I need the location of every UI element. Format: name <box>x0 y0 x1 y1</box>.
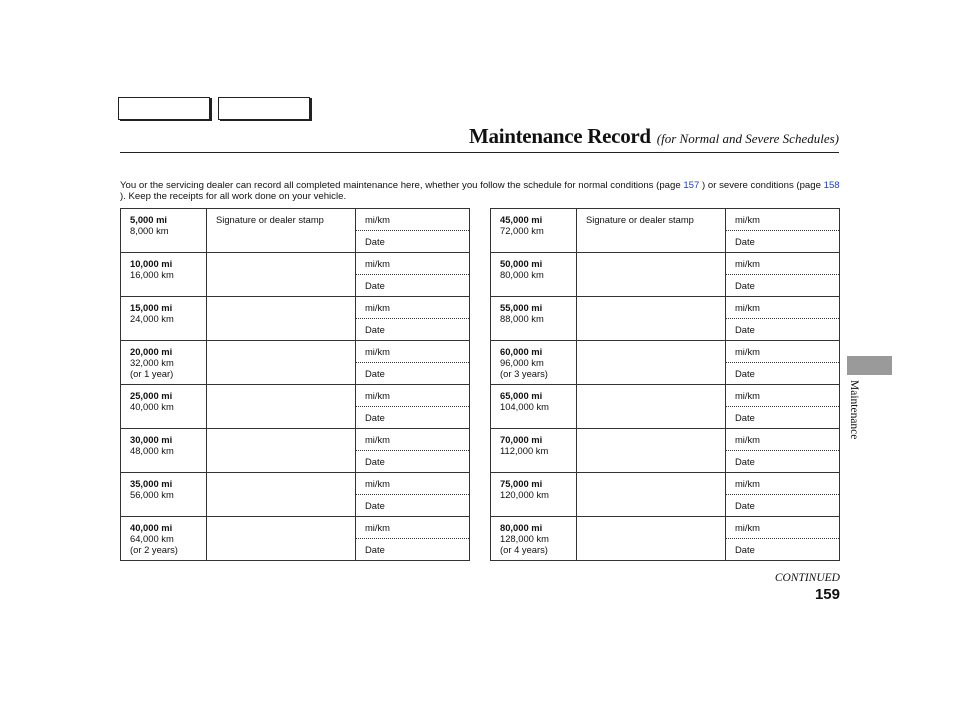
maintenance-table-left <box>120 208 470 561</box>
signature-stamp-cell[interactable] <box>207 209 356 253</box>
date-field[interactable]: Date <box>356 539 470 561</box>
mi-km-field[interactable]: mi/km <box>356 517 470 539</box>
km-value: 32,000 km <box>130 357 174 368</box>
signature-stamp-cell[interactable] <box>207 517 356 561</box>
miles-value: 55,000 mi <box>500 302 543 313</box>
km-value: 72,000 km <box>500 225 544 236</box>
nav-box-next[interactable] <box>218 97 310 120</box>
date-field[interactable]: Date <box>726 275 840 297</box>
km-value: 120,000 km <box>500 489 549 500</box>
table-row <box>121 341 470 363</box>
signature-stamp-cell[interactable] <box>577 253 726 297</box>
signature-stamp-cell[interactable] <box>577 385 726 429</box>
mileage-cell <box>121 253 207 297</box>
miles-value: 5,000 mi <box>130 214 168 225</box>
page-title <box>120 124 839 152</box>
date-field[interactable]: Date <box>726 495 840 517</box>
signature-stamp-cell[interactable] <box>577 429 726 473</box>
signature-stamp-cell[interactable] <box>577 209 726 253</box>
mi-km-field[interactable]: mi/km <box>726 473 840 495</box>
interval-note: (or 2 years) <box>130 544 178 555</box>
signature-stamp-cell[interactable] <box>577 517 726 561</box>
date-field[interactable]: Date <box>726 451 840 473</box>
mileage-cell <box>491 209 577 253</box>
interval-note: (or 1 year) <box>130 368 174 379</box>
miles-value: 35,000 mi <box>130 478 173 489</box>
mi-km-field[interactable]: mi/km <box>726 385 840 407</box>
km-value: 40,000 km <box>130 401 174 412</box>
km-value: 56,000 km <box>130 489 174 500</box>
date-field[interactable]: Date <box>726 539 840 561</box>
date-field[interactable]: Date <box>726 407 840 429</box>
intro-text-2: ) or severe conditions (page <box>699 180 824 191</box>
mileage-cell <box>121 209 207 253</box>
table-row <box>121 429 470 451</box>
mi-km-field[interactable]: mi/km <box>356 341 470 363</box>
mileage-cell <box>491 297 577 341</box>
mileage-cell <box>491 429 577 473</box>
date-field[interactable]: Date <box>356 495 470 517</box>
signature-stamp-cell[interactable] <box>207 341 356 385</box>
table-row <box>491 253 840 275</box>
miles-value: 75,000 mi <box>500 478 543 489</box>
table-row <box>491 341 840 363</box>
km-value: 48,000 km <box>130 445 174 456</box>
mileage-cell <box>121 517 207 561</box>
date-field[interactable]: Date <box>726 363 840 385</box>
mi-km-field[interactable]: mi/km <box>726 517 840 539</box>
title-subtitle: (for Normal and Severe Schedules) <box>656 131 839 146</box>
section-label: Maintenance <box>848 380 860 440</box>
table-row <box>121 473 470 495</box>
miles-value: 25,000 mi <box>130 390 173 401</box>
km-value: 80,000 km <box>500 269 544 280</box>
mileage-cell <box>491 341 577 385</box>
miles-value: 45,000 mi <box>500 214 543 225</box>
date-field[interactable]: Date <box>356 319 470 341</box>
table-row <box>491 429 840 451</box>
mi-km-field[interactable]: mi/km <box>726 341 840 363</box>
table-row <box>121 209 470 231</box>
table-row <box>491 517 840 539</box>
title-rule <box>120 152 839 153</box>
table-row <box>121 253 470 275</box>
miles-value: 30,000 mi <box>130 434 173 445</box>
interval-note: (or 4 years) <box>500 544 548 555</box>
title-main: Maintenance Record <box>468 124 651 148</box>
page-link-158[interactable]: 158 <box>823 180 840 191</box>
page-link-157[interactable]: 157 <box>683 180 700 191</box>
mi-km-field[interactable]: mi/km <box>356 473 470 495</box>
mileage-cell <box>491 517 577 561</box>
km-value: 96,000 km <box>500 357 544 368</box>
km-value: 16,000 km <box>130 269 174 280</box>
km-value: 112,000 km <box>500 445 549 456</box>
date-field[interactable]: Date <box>356 407 470 429</box>
table-row <box>491 209 840 231</box>
miles-value: 60,000 mi <box>500 346 543 357</box>
signature-stamp-cell[interactable] <box>207 473 356 517</box>
table-row <box>491 473 840 495</box>
mi-km-field[interactable]: mi/km <box>356 297 470 319</box>
signature-stamp-cell[interactable] <box>207 297 356 341</box>
mi-km-field[interactable]: mi/km <box>356 429 470 451</box>
mi-km-field[interactable]: mi/km <box>356 209 470 231</box>
km-value: 8,000 km <box>130 225 169 236</box>
date-field[interactable]: Date <box>356 451 470 473</box>
signature-stamp-cell[interactable] <box>207 429 356 473</box>
km-value: 64,000 km <box>130 533 174 544</box>
signature-stamp-label: Signature or dealer stamp <box>586 214 694 225</box>
mileage-cell <box>491 253 577 297</box>
km-value: 128,000 km <box>500 533 549 544</box>
intro-text-3: ). Keep the receipts for all work done on your vehicle. <box>120 191 347 202</box>
mi-km-field[interactable]: mi/km <box>356 253 470 275</box>
miles-value: 40,000 mi <box>130 522 173 533</box>
mi-km-field[interactable]: mi/km <box>726 297 840 319</box>
miles-value: 15,000 mi <box>130 302 173 313</box>
km-value: 104,000 km <box>500 401 549 412</box>
signature-stamp-cell[interactable] <box>207 385 356 429</box>
miles-value: 50,000 mi <box>500 258 543 269</box>
mi-km-field[interactable]: mi/km <box>726 253 840 275</box>
date-field[interactable]: Date <box>356 231 470 253</box>
miles-value: 65,000 mi <box>500 390 543 401</box>
mileage-cell <box>121 341 207 385</box>
signature-stamp-cell[interactable] <box>207 253 356 297</box>
mileage-cell <box>491 473 577 517</box>
mi-km-field[interactable]: mi/km <box>356 385 470 407</box>
table-row <box>121 297 470 319</box>
intro-text-1: You or the servicing dealer can record all completed maintenance here, whether you follow the schedule for normal conditions (page <box>120 180 684 191</box>
date-field[interactable]: Date <box>356 275 470 297</box>
signature-stamp-cell[interactable] <box>577 297 726 341</box>
mi-km-field[interactable]: mi/km <box>726 429 840 451</box>
date-field[interactable]: Date <box>726 231 840 253</box>
intro-paragraph <box>120 180 840 202</box>
miles-value: 10,000 mi <box>130 258 173 269</box>
date-field[interactable]: Date <box>726 319 840 341</box>
nav-box-previous[interactable] <box>118 97 210 120</box>
section-tab[interactable] <box>847 356 892 375</box>
table-row <box>491 297 840 319</box>
table-row <box>121 517 470 539</box>
signature-stamp-cell[interactable] <box>577 473 726 517</box>
miles-value: 20,000 mi <box>130 346 173 357</box>
km-value: 88,000 km <box>500 313 544 324</box>
km-value: 24,000 km <box>130 313 174 324</box>
signature-stamp-label: Signature or dealer stamp <box>216 214 324 225</box>
mileage-cell <box>121 297 207 341</box>
page-number: 159 <box>814 586 840 603</box>
mi-km-field[interactable]: mi/km <box>726 209 840 231</box>
date-field[interactable]: Date <box>356 363 470 385</box>
mileage-cell <box>121 385 207 429</box>
mileage-cell <box>121 473 207 517</box>
miles-value: 80,000 mi <box>500 522 543 533</box>
continued-label: CONTINUED <box>774 572 840 584</box>
mileage-cell <box>491 385 577 429</box>
maintenance-table-right <box>490 208 840 561</box>
mileage-cell <box>121 429 207 473</box>
table-row <box>491 385 840 407</box>
table-row <box>121 385 470 407</box>
interval-note: (or 3 years) <box>500 368 548 379</box>
signature-stamp-cell[interactable] <box>577 341 726 385</box>
miles-value: 70,000 mi <box>500 434 543 445</box>
